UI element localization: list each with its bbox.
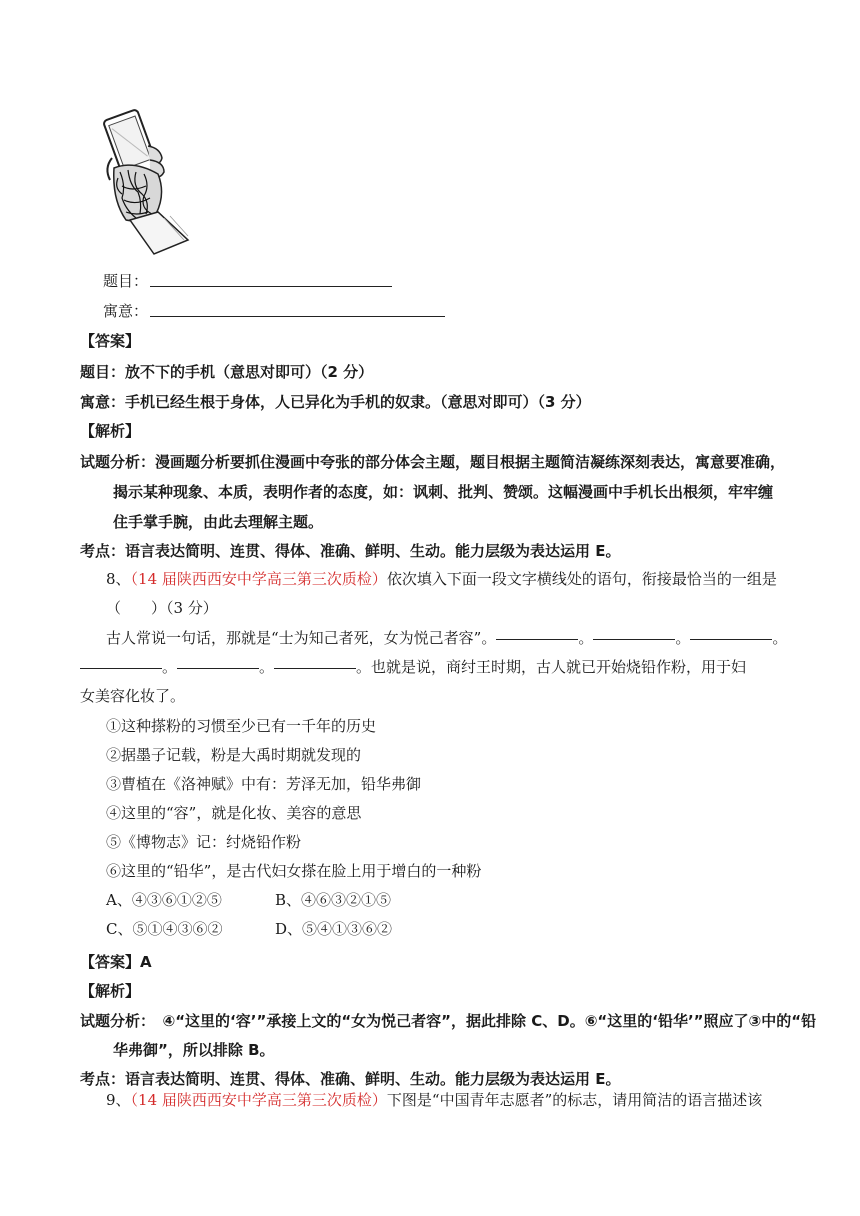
choice-a: A、④③⑥①②⑤ bbox=[106, 891, 222, 909]
fill-blank bbox=[496, 638, 578, 640]
choice-d: D、⑤④①③⑥② bbox=[275, 920, 393, 938]
analysis-line: 住手掌手腕，由此去理解主题。 bbox=[113, 513, 324, 531]
passage-line-2: 。 。 。也就是说，商纣王时期，古人就已开始烧铅作粉，用于妇 bbox=[80, 656, 746, 677]
analysis-line: 试题分析：漫画题分析要抓住漫画中夸张的部分体会主题，题目根据主题简洁凝练深刻表达，寓意要准确， bbox=[80, 453, 786, 471]
question-9-stem bbox=[106, 1089, 762, 1110]
fill-blank bbox=[690, 638, 772, 640]
title-label: 题目： bbox=[103, 272, 149, 290]
question-source: （14 届陕西西安中学高三第三次质检） bbox=[130, 1091, 387, 1109]
fill-blank bbox=[177, 667, 259, 669]
question-number: 8、 bbox=[106, 570, 131, 588]
passage-line-3: 女美容化妆了。 bbox=[80, 687, 186, 705]
answer-heading: 【答案】 bbox=[80, 332, 141, 350]
question-8-paren: （ ）（3 分） bbox=[106, 599, 218, 617]
analysis-line: 试题分析： ④“这里的‘容’”承接上文的“女为悦己者容”，据此排除 C、D。⑥“这里的‘铅华’”照应了③中的“铅 bbox=[80, 1012, 817, 1030]
kaodian-text: 考点：语言表达简明、连贯、得体、准确、鲜明、生动。能力层级为表达运用 E。 bbox=[80, 1070, 621, 1088]
kaodian-text: 考点：语言表达简明、连贯、得体、准确、鲜明、生动。能力层级为表达运用 E。 bbox=[80, 542, 621, 560]
fill-blank bbox=[80, 667, 162, 669]
title-answer-line bbox=[150, 286, 392, 287]
fill-blank bbox=[593, 638, 675, 640]
passage-text: 古人常说一句话，那就是“士为知己者死，女为悦己者容”。 bbox=[106, 629, 497, 647]
analysis-heading: 【解析】 bbox=[80, 422, 141, 440]
option-item: ②据墨子记载，粉是大禹时期就发现的 bbox=[106, 746, 362, 764]
analysis-heading: 【解析】 bbox=[80, 982, 141, 1000]
passage-text: 。也就是说，商纣王时期，古人就已开始烧铅作粉，用于妇 bbox=[356, 658, 747, 676]
analysis-line: 华弗御”，所以排除 B。 bbox=[113, 1041, 275, 1059]
answer-meaning-text: 寓意：手机已经生根于身体，人已异化为手机的奴隶。（意思对即可）（3 分） bbox=[80, 393, 591, 411]
option-item: ⑤《博物志》记：纣烧铅作粉 bbox=[106, 833, 302, 851]
fill-blank bbox=[274, 667, 356, 669]
meaning-label: 寓意： bbox=[103, 302, 149, 320]
answer-title-text: 题目：放不下的手机（意思对即可）（2 分） bbox=[80, 363, 374, 381]
choice-b: B、④⑥③②①⑤ bbox=[275, 891, 392, 909]
question-stem-text: 依次填入下面一段文字横线处的语句，衔接最恰当的一组是 bbox=[386, 570, 777, 588]
analysis-line: 揭示某种现象、本质，表明作者的态度，如：讽刺、批判、赞颂。这幅漫画中手机长出根须，牢牢缠 bbox=[113, 483, 774, 501]
meaning-answer-line bbox=[150, 316, 445, 317]
option-item: ⑥这里的“铅华”，是古代妇女搽在脸上用于增白的一种粉 bbox=[106, 862, 482, 880]
question-source: （14 届陕西西安中学高三第三次质检） bbox=[130, 570, 387, 588]
cartoon-phone-roots-image bbox=[100, 108, 210, 258]
question-stem-text: 下图是“中国青年志愿者”的标志，请用简洁的语言描述该 bbox=[386, 1091, 763, 1109]
passage-line-1: 古人常说一句话，那就是“士为知己者死，女为悦己者容”。 。 。 。 bbox=[106, 629, 788, 647]
option-item: ③曹植在《洛神赋》中有：芳泽无加，铅华弗御 bbox=[106, 775, 422, 793]
option-item: ④这里的“容”，就是化妆、美容的意思 bbox=[106, 804, 362, 822]
answer-heading: 【答案】A bbox=[80, 953, 152, 971]
question-8-stem bbox=[106, 568, 777, 589]
cartoon-illustration bbox=[100, 108, 210, 258]
option-item: ①这种搽粉的习惯至少已有一千年的历史 bbox=[106, 717, 377, 735]
question-number: 9、 bbox=[106, 1091, 131, 1109]
choice-c: C、⑤①④③⑥② bbox=[106, 920, 223, 938]
